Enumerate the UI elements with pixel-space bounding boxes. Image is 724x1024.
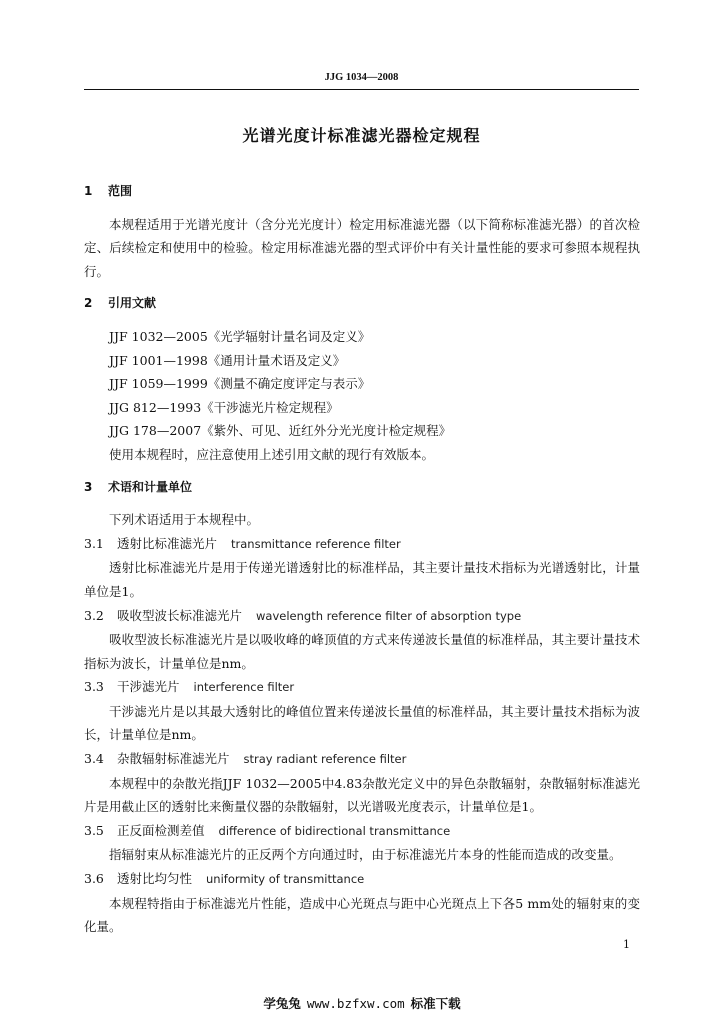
document-body xyxy=(84,180,640,939)
footer-url-link[interactable]: www.bzfxw.com xyxy=(306,996,405,1011)
term-english: transmittance reference filter xyxy=(231,536,401,551)
reference-item: JJF 1001—1998《通用计量术语及定义》 xyxy=(109,352,346,368)
reference-note: 使用本规程时，应注意使用上述引用文献的现行有效版本。 xyxy=(109,446,435,462)
section-number: 2 xyxy=(84,296,93,311)
terms-intro: 下列术语适用于本规程中。 xyxy=(109,512,260,528)
scope-paragraph: 本规程适用于光谱光度计（含分光光度计）检定用标准滤光器（以下简称标准滤光器）的首次检定、后续检定和使用中的检验。检定用标准滤光器的型式评价中有关计量性能的要求可参照本规程执行。 xyxy=(84,216,640,279)
term-chinese: 正反面检测差值 xyxy=(117,822,205,838)
term-number: 3.4 xyxy=(84,751,104,767)
section-title: 范围 xyxy=(108,184,133,198)
term-description: 指辐射束从标准滤光片的正反两个方向通过时，由于标准滤光片本身的性能而造成的改变量。 xyxy=(109,847,622,863)
term-heading xyxy=(84,675,640,700)
term-heading xyxy=(84,747,640,772)
term-description: 透射比标准滤光片是用于传递光谱透射比的标准样品，其主要计量技术指标为光谱透射比，计量单位是1。 xyxy=(84,560,640,599)
reference-item: JJG 178—2007《紫外、可见、近红外分光光度计检定规程》 xyxy=(109,423,452,439)
term-description: 本规程中的杂散光指JJF 1032—2005中4.83杂散光定义中的异色杂散辐射，杂散辐射标准滤光片是用截止区的透射比来衡量仪器的杂散辐射，以光谱吸光度表示，计量单位是1。 xyxy=(84,775,640,815)
section-number: 3 xyxy=(84,479,93,494)
term-english: difference of bidirectional transmittance xyxy=(218,823,451,838)
term-number: 3.5 xyxy=(84,822,104,838)
section-2-heading xyxy=(84,292,640,316)
page-number: 1 xyxy=(623,938,630,951)
term-description: 本规程特指由于标准滤光片性能，造成中心光斑点与距中心光斑点上下各5 mm处的辐射束的变化量。 xyxy=(84,895,640,935)
term-chinese: 杂散辐射标准滤光片 xyxy=(117,751,230,767)
term-number: 3.2 xyxy=(84,607,104,623)
term-english: interference filter xyxy=(193,680,295,695)
footer-download-label: 标准下载 xyxy=(410,996,461,1011)
term-heading xyxy=(84,532,640,557)
term-number: 3.6 xyxy=(84,871,104,887)
term-number: 3.3 xyxy=(84,679,104,695)
term-english: stray radiant reference filter xyxy=(243,752,407,767)
term-heading xyxy=(84,604,640,629)
term-chinese: 透射比标准滤光片 xyxy=(117,535,218,551)
term-number: 3.1 xyxy=(84,535,104,551)
term-chinese: 吸收型波长标准滤光片 xyxy=(117,607,243,623)
term-description: 吸收型波长标准滤光片是以吸收峰的峰顶值的方式来传递波长量值的标准样品，其主要计量技术指标为波长，计量单位是nm。 xyxy=(84,632,640,671)
header-rule xyxy=(84,89,639,90)
term-english: uniformity of transmittance xyxy=(206,872,365,887)
term-heading xyxy=(84,819,640,844)
term-heading xyxy=(84,867,640,892)
term-english: wavelength reference filter of absorption type xyxy=(256,608,522,623)
term-chinese: 透射比均匀性 xyxy=(117,871,193,887)
section-3-heading xyxy=(84,476,640,500)
section-number: 1 xyxy=(84,184,93,198)
document-title: 光谱光度计标准滤光器检定规程 xyxy=(242,126,481,145)
footer-watermark xyxy=(0,994,724,1012)
term-chinese: 干涉滤光片 xyxy=(117,679,180,695)
footer-site-name: 学兔兔 xyxy=(263,996,301,1011)
section-1-heading xyxy=(84,180,640,204)
reference-item: JJG 812—1993《干涉滤光片检定规程》 xyxy=(109,399,339,415)
section-title: 术语和计量单位 xyxy=(108,479,193,494)
term-description: 干涉滤光片是以其最大透射比的峰值位置来传递波长量值的标准样品，其主要计量技术指标为波长，计量单位是nm。 xyxy=(84,703,640,743)
standard-code-header: JJG 1034—2008 xyxy=(324,72,399,83)
reference-item: JJF 1059—1999《测量不确定度评定与表示》 xyxy=(109,376,371,392)
reference-item: JJF 1032—2005《光学辐射计量名词及定义》 xyxy=(109,328,371,344)
section-title: 引用文献 xyxy=(108,296,157,311)
